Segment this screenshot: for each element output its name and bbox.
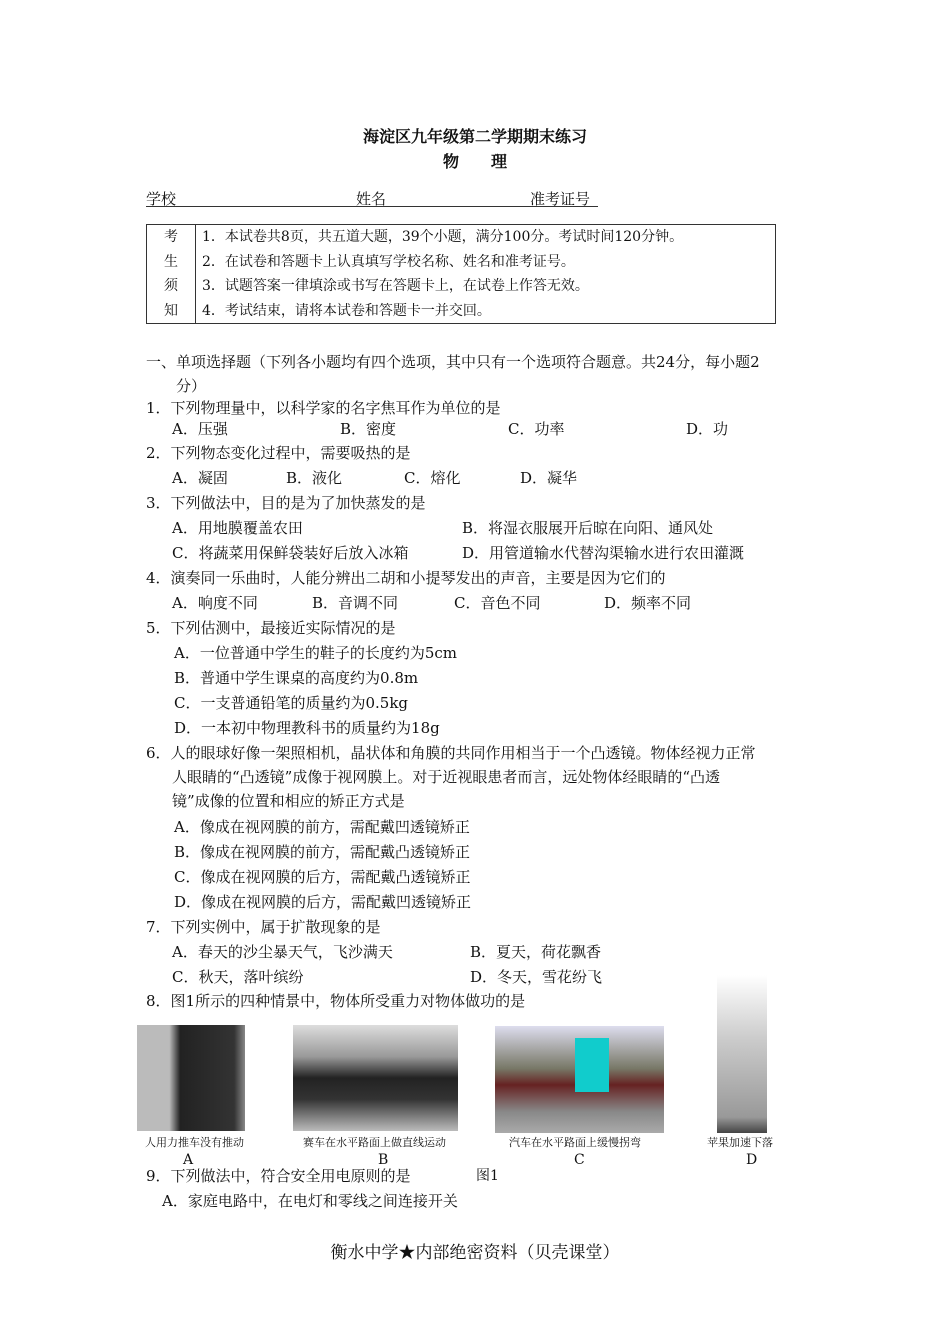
figure-c-caption: 汽车在水平路面上缓慢拐弯: [509, 1136, 641, 1149]
exam-id-field-label: 准考证号: [530, 190, 591, 208]
q4-stem: 4．演奏同一乐曲时，人能分辨出二胡和小提琴发出的声音，主要是因为它们的: [146, 569, 666, 587]
q6-stem: 6．人的眼球好像一架照相机，晶状体和角膜的共同作用相当于一个凸透镜。物体经视力正常: [146, 744, 756, 762]
figure-d-caption: 苹果加速下落: [707, 1136, 773, 1149]
q1-option-a: A．压强: [172, 420, 228, 438]
q6-option-c: C．像成在视网膜的后方，需配戴凸透镜矫正: [174, 868, 471, 886]
q4-option-a: A．响度不同: [172, 594, 258, 612]
q1-option-c: C．功率: [508, 420, 565, 438]
q5-stem: 5．下列估测中，最接近实际情况的是: [146, 619, 396, 637]
q3-option-b: B．将湿衣服展开后晾在向阳、通风处: [462, 519, 714, 537]
figure-b-letter: B: [378, 1152, 389, 1168]
q6-option-a: A．像成在视网膜的前方，需配戴凹透镜矫正: [174, 818, 470, 836]
notice-label: 知: [147, 299, 196, 324]
q7-option-c: C．秋天，落叶缤纷: [172, 968, 304, 986]
q3-stem: 3．下列做法中，目的是为了加快蒸发的是: [146, 494, 426, 512]
q6-stem-cont: 人眼睛的“凸透镜”成像于视网膜上。对于近视眼患者而言，远处物体经眼睛的“凸透: [172, 768, 721, 786]
figure-a-caption: 人用力推车没有推动: [145, 1136, 244, 1149]
q3-option-d: D．用管道输水代替沟渠输水进行农田灌溉: [462, 544, 745, 562]
q1-option-d: D．功: [686, 420, 729, 438]
q3-option-c: C．将蔬菜用保鲜袋装好后放入冰箱: [172, 544, 409, 562]
q5-option-b: B．普通中学生课桌的高度约为0.8m: [174, 669, 419, 687]
figure-d-letter: D: [746, 1152, 758, 1168]
figure-b-image: [293, 1025, 458, 1131]
fields-underline: [146, 206, 598, 207]
q1-stem: 1．下列物理量中，以科学家的名字焦耳作为单位的是: [146, 399, 501, 417]
q2-stem: 2．下列物态变化过程中，需要吸热的是: [146, 444, 411, 462]
q7-stem: 7．下列实例中，属于扩散现象的是: [146, 918, 381, 936]
q2-option-d: D．凝华: [520, 469, 578, 487]
notice-label: 考: [147, 225, 196, 250]
q9-stem: 9．下列做法中，符合安全用电原则的是: [146, 1167, 411, 1185]
notice-label: 须: [147, 274, 196, 299]
section-heading: 一、单项选择题（下列各小题均有四个选项，其中只有一个选项符合题意。共24分，每小题2: [146, 353, 760, 371]
q2-option-b: B．液化: [286, 469, 343, 487]
name-field-label: 姓名: [356, 190, 387, 208]
q5-option-d: D．一本初中物理教科书的质量约为18g: [174, 719, 440, 737]
notice-item: 1．本试卷共8页，共五道大题，39个小题，满分100分。考试时间120分钟。: [202, 229, 684, 245]
q2-option-a: A．凝固: [172, 469, 228, 487]
figure-d-image: [717, 975, 767, 1133]
footer-text: 衡水中学★内部绝密资料（贝壳课堂）: [330, 1243, 620, 1263]
subject-title: 物 理: [442, 152, 507, 171]
q9-option-a: A．家庭电路中，在电灯和零线之间连接开关: [162, 1192, 458, 1210]
q7-option-b: B．夏天，荷花飘香: [470, 943, 602, 961]
q5-option-a: A．一位普通中学生的鞋子的长度约为5cm: [174, 644, 458, 662]
q3-option-a: A．用地膜覆盖农田: [172, 519, 303, 537]
figure-c-letter: C: [574, 1152, 585, 1168]
figure-a-image: [137, 1025, 245, 1131]
figure-label: 图1: [476, 1168, 499, 1184]
q6-option-d: D．像成在视网膜的后方，需配戴凹透镜矫正: [174, 893, 472, 911]
q4-option-d: D．频率不同: [604, 594, 692, 612]
school-field-label: 学校: [146, 190, 177, 208]
q1-option-b: B．密度: [340, 420, 397, 438]
q4-option-c: C．音色不同: [454, 594, 541, 612]
notice-label: 生: [147, 250, 196, 275]
q4-option-b: B．音调不同: [312, 594, 399, 612]
notice-item: 3．试题答案一律填涂或书写在答题卡上，在试卷上作答无效。: [202, 278, 589, 294]
figure-b-caption: 赛车在水平路面上做直线运动: [303, 1136, 446, 1149]
figure-a-letter: A: [183, 1152, 194, 1168]
q7-option-d: D．冬天，雪花纷飞: [470, 968, 603, 986]
notice-item: 4．考试结束，请将本试卷和答题卡一并交回。: [202, 302, 491, 319]
section-heading-cont: 分）: [176, 377, 207, 395]
exam-title: 海淀区九年级第二学期期末练习: [362, 127, 587, 146]
q8-stem: 8．图1所示的四种情景中，物体所受重力对物体做功的是: [146, 992, 526, 1010]
q7-option-a: A．春天的沙尘暴天气，飞沙满天: [172, 943, 393, 961]
q5-option-c: C．一支普通铅笔的质量约为0.5kg: [174, 694, 409, 712]
q2-option-c: C．熔化: [404, 469, 461, 487]
figure-c-image: [495, 1026, 664, 1133]
q6-option-b: B．像成在视网膜的前方，需配戴凸透镜矫正: [174, 843, 471, 861]
notice-item: 2．在试卷和答题卡上认真填写学校名称、姓名和准考证号。: [202, 253, 575, 270]
notice-table: [146, 224, 776, 324]
q6-stem-cont: 镜”成像的位置和相应的矫正方式是: [172, 792, 405, 810]
